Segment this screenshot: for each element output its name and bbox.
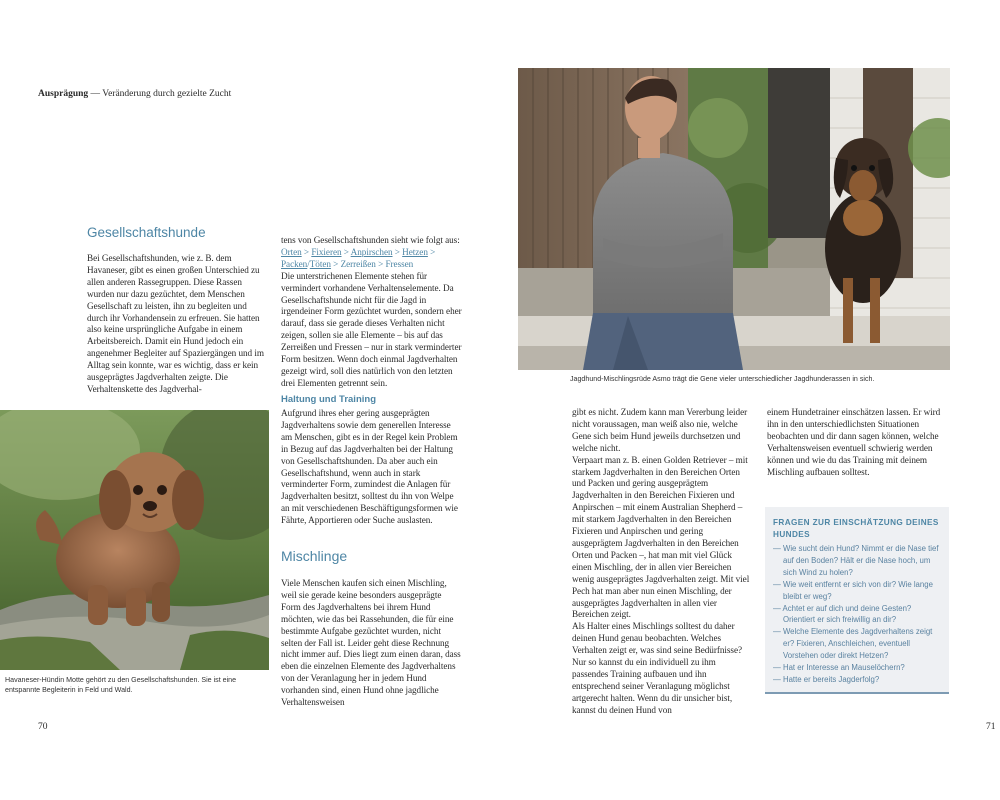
heading-gesellschaftshunde: Gesellschaftshunde [87,225,206,240]
chain-zerreissen: Zerreißen [340,258,376,269]
text-jagdverhaltenskette [281,235,463,390]
factbox-item: — Wie sucht dein Hund? Nimmt er die Nase tief auf den Boden? Hält er die Nase hoch, um sich Wind zu holen? [773,544,939,577]
caption-havaneser: Havaneser-Hündin Motte gehört zu den Gesellschaftshunden. Sie ist eine entspannte Begleiterin in Feld und Wald. [5,676,237,694]
paragraph-vererbung: gibt es nicht. Zudem kann man Vererbung leider nicht voraussagen, man weiß also nie, welche Gene sich beim Hund jeweils durchsetzen und welche nicht. [572,407,748,453]
factbox-title: FRAGEN ZUR EINSCHÄTZUNG DEINES HUNDES [773,518,939,539]
caption-mischling: Jagdhund-Mischlingsrüde Asmo trägt die Gene vieler unterschiedlicher Jagdhunderassen in sich. [570,375,875,383]
chain-toeten: Töten [309,258,331,269]
mischling-photo [518,68,950,370]
factbox-item: — Welche Elemente des Jagdverhaltens zeigt er? Fixieren, Anschleichen, eventuell Vorstehen oder direkt Hetzen? [773,627,933,661]
factbox-rule [765,692,949,694]
factbox-item: — Achtet er auf dich und deine Gesten? Orientiert er sich freiwillig an dir? [773,603,912,625]
factbox-item: — Wie weit entfernt er sich von dir? Wie lange bleibt er weg? [773,579,933,601]
chain-packen: Packen [281,258,308,269]
running-head-title: Veränderung durch gezielte Zucht [102,89,232,99]
running-head-dash: — [90,89,101,99]
text-vererbung [572,407,750,717]
havaneser-photo [0,410,269,670]
behaviour-chain: Orten > Fixieren > Anpirschen > Hetzen > Packen/Töten > Zerreißen > Fressen [281,246,436,269]
chain-intro: tens von Gesellschaftshunden sieht wie folgt aus: [281,235,460,245]
running-head-chapter: Ausprägung [38,89,89,99]
chain-fressen: Fressen [385,258,414,269]
page-number-right: 71 [986,722,996,732]
factbox-list [773,543,945,686]
heading-mischlinge: Mischlinge [281,548,348,564]
running-head [38,89,231,99]
factbox-item: — Hat er Interesse an Mauselöchern? [773,663,905,673]
chain-explanation: Die unterstrichenen Elemente stehen für vermindert vorhandene Verhaltenselemente. Da Gesellschaftshunde nicht für die Jagd in irgendeiner Form gezüchtet wurden, sondern eher darauf, dass sie gerade dieses Verhalten nicht zeigen, sollen sie alle Elemente – bis auf das Zerreißen und Fressen – nur in stark verminderter Form besitzen. Wenn doch einmal Jagdverhalten gezeigt wird, soll dies natürlich von den letzten drei Elementen getrennt sein. [281,270,462,388]
text-hundetrainer: einem Hundetrainer einschätzen lassen. Er wird ihn in den unterschiedlichsten Situationen beobachten und dir dann sagen können, welche Verhaltensweisen eventuell schwierig werden können und wie du das Training mit deinem Mischling aufbauen solltest. [767,407,941,477]
chain-hetzen: Hetzen [402,246,428,257]
text-haltung-training: Aufgrund ihres eher gering ausgeprägten Jagdverhaltens sowie dem generellen Interesse am Menschen, gibt es in der Regel kein Problem in Bezug auf das Jagdverhalten bei der Haltung von Gesellschaftshunden. Da aber auch ein Gesellschaftshund, wenn auch in stark verminderter Form, zumindest die Anlagen für Jagdverhalten besitzt, solltest du ihn von Welpe an mit verschiedenen Beschäftigungsformen wie Fährte, Apportieren oder Suche auslasten. [281,408,458,526]
paragraph-verpaarung: Verpaart man z. B. einen Golden Retriever – mit starkem Jagdverhalten in den Bereichen Orten und Packen und gering ausgeprägtem Jagdverhalten in den Bereichen Fixieren und Anpirschen – mit einem Australian Shepherd – mit starkem Jagdverhalten in den Bereichen Fixieren und Anpirschen und gering ausgeprägtem Jagdverhalten in den Bereichen Orten und Packen –, hat man mit viel Glück einen Mischling, der in allen vier Bereichen wenig ausgeprägtes Jagdverhalten zeigt. Mit viel Pech hat man aber nun einen Mischling, der ausgeprägtes Jagdverhalten in allen vier Bereichen zeigt. [572,454,750,620]
text-gesellschaftshunde: Bei Gesellschaftshunden, wie z. B. dem Havaneser, gibt es einen großen Unterschied zu allen anderen Rassegruppen. Diese Rassen wurden nur dazu gezüchtet, dem Menschen Gesellschaft zu leisten, ihn zu begleiten und durch ihr Vorhandensein zu erfreuen. Sie hatten also keine ursprüngliche Aufgabe in einem Arbeitsbereich. Damit ein Hund jedoch ein angenehmer Begleiter auf Spaziergängen und im Alltag sein konnte, war es wichtig, dass er kein ausgeprägtes Jagdverhalten zeigte. Die Verhaltenskette des Jagdverhal- [87,253,264,394]
paragraph-halter: Als Halter eines Mischlings solltest du daher deinen Hund genau beobachten. Welches Verhalten zeigt er, was sind seine Bedürfnisse? Nur so kannst du ein individuell zu ihm passendes Training aufbauen und ihn entsprechend seiner Veranlagung möglichst artgerecht halten. Wenn du dir unsicher bist, kannst du deinen Hund von [572,621,742,715]
chain-orten: Orten [281,246,302,257]
chain-fixieren: Fixieren [311,246,342,257]
factbox-item: — Hatte er bereits Jagderfolg? [773,674,880,684]
chain-anpirschen: Anpirschen [350,246,393,257]
page-number-left: 70 [38,722,48,732]
factbox-fragen [765,507,949,693]
text-mischlinge: Viele Menschen kaufen sich einen Mischling, weil sie gerade keine besonders ausgeprägte Form des Jagdverhaltens bei ihrem Hund möchten, wie das bei Rassehunden, die für eine bestimmte Aufgabe gezüchtet wurden, nicht selten der Fall ist. Leider geht diese Rechnung nicht immer auf. Dies liegt zum einen daran, dass eben die einzelnen Elemente des Jagdverhaltens von der Veranlagung her in jedem Hund vorhanden sind, einen Hund ohne jagdliche Verhaltensweisen [281,578,461,708]
heading-haltung-training: Haltung und Training [281,394,376,405]
